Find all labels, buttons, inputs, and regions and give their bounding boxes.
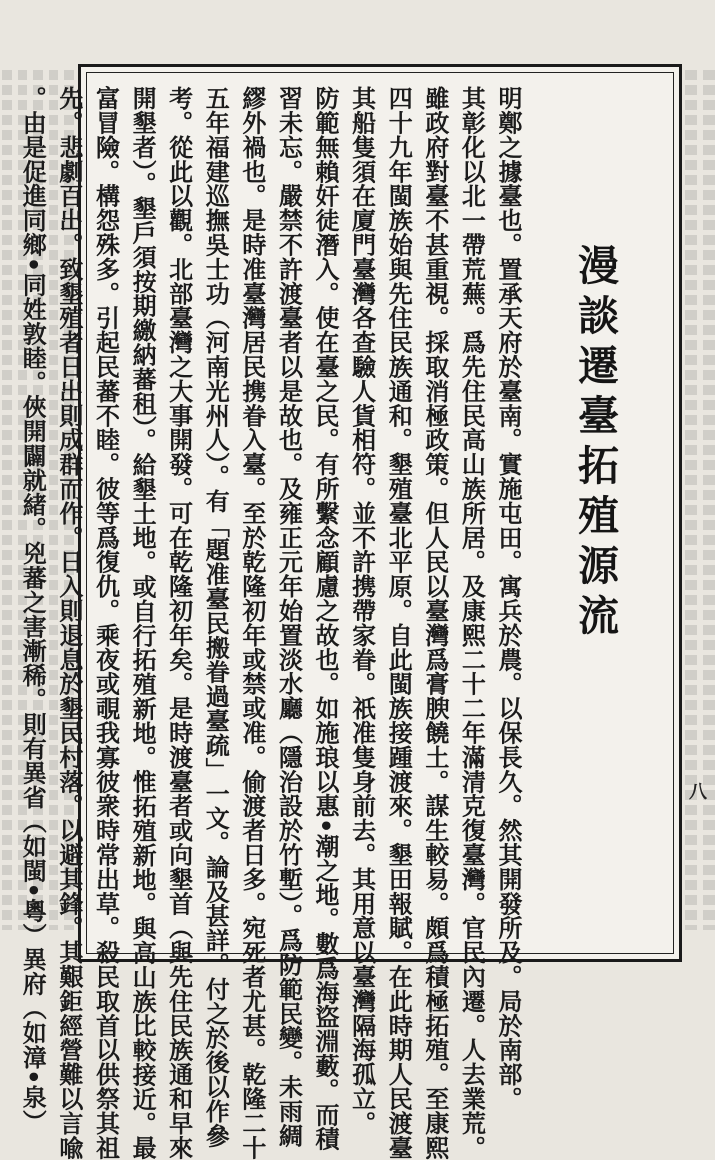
text-column: 其船隻須在廈門臺灣各查驗人貨相符。並不許携帶家眷。祇准隻身前去。其用意以臺灣隔海孤立。 bbox=[347, 86, 377, 1136]
article-body bbox=[18, 86, 526, 1160]
text-column: 。由是促進同鄉•同姓敦睦。俠開闢就緒。兇蕃之害漸稀。則有異省（如閩•粵）異府（如漳•泉） bbox=[18, 86, 48, 1134]
text-column: 防範無賴奸徒潛入。使在臺之民。有所繫念顧慮之故也。如施琅以惠•潮之地。數爲海盜淵藪。而積 bbox=[311, 86, 341, 1151]
text-column: 繆外禍也。是時准臺灣居民携眷入臺。至於乾隆初年或禁或准。偷渡者日多。宛死者尤甚。乾隆二十 bbox=[237, 86, 267, 1160]
text-column: 明鄭之據臺也。置承天府於臺南。實施屯田。寓兵於農。以保長久。然其開發所及。局於南部。 bbox=[494, 86, 523, 1111]
text-column: 雖政府對臺不甚重視。採取消極政策。但人民以臺灣爲膏腴饒土。謀生較易。頗爲積極拓殖。至康熙 bbox=[420, 86, 450, 1160]
text-column: 習未忘。嚴禁不許渡臺者以是故也。及雍正元年始置淡水廳（隱治設於竹塹）。爲防範民變。未雨綢 bbox=[274, 86, 304, 1148]
text-column: 開墾者）。墾戶須按期繳納蕃租）。給墾土地。或自行拓殖新地。惟拓殖新地。與高山族比較接近。最 bbox=[128, 86, 158, 1160]
page-number: 八 bbox=[689, 782, 707, 803]
text-column: 考。從此以觀。北部臺灣之大事開發。可在乾隆初年矣。是時渡臺者或向墾首（與先住民族通和早來 bbox=[164, 86, 194, 1160]
text-column: 富冒險。構怨殊多。引起民蕃不睦。彼等爲復仇。乘夜或覗我寡彼衆時常出草。殺民取首以供祭其祖 bbox=[91, 86, 121, 1160]
text-column: 五年福建巡撫吳士功（河南光州人）。有「題准臺民搬眷過臺疏」一文。論及甚詳。付之於後以作參 bbox=[201, 86, 231, 1148]
text-column: 其彰化以北一帶荒蕪。爲先住民高山族所居。及康熙二十二年滿清克復臺灣。官民內遷。人去業荒。 bbox=[457, 86, 487, 1160]
text-column: 先。悲劇百出。致墾殖者日出則成群而作。日入則退息於墾民村落。以避其鋒。其艱鉅經營難以言喩 bbox=[54, 86, 84, 1160]
text-column: 四十九年閩族始與先住民族通和。墾殖臺北平原。自此閩族接踵渡來。墾田報賦。在此時期人民渡臺 bbox=[384, 86, 414, 1160]
article-title: 漫談遷臺拓殖源流 bbox=[571, 244, 619, 644]
